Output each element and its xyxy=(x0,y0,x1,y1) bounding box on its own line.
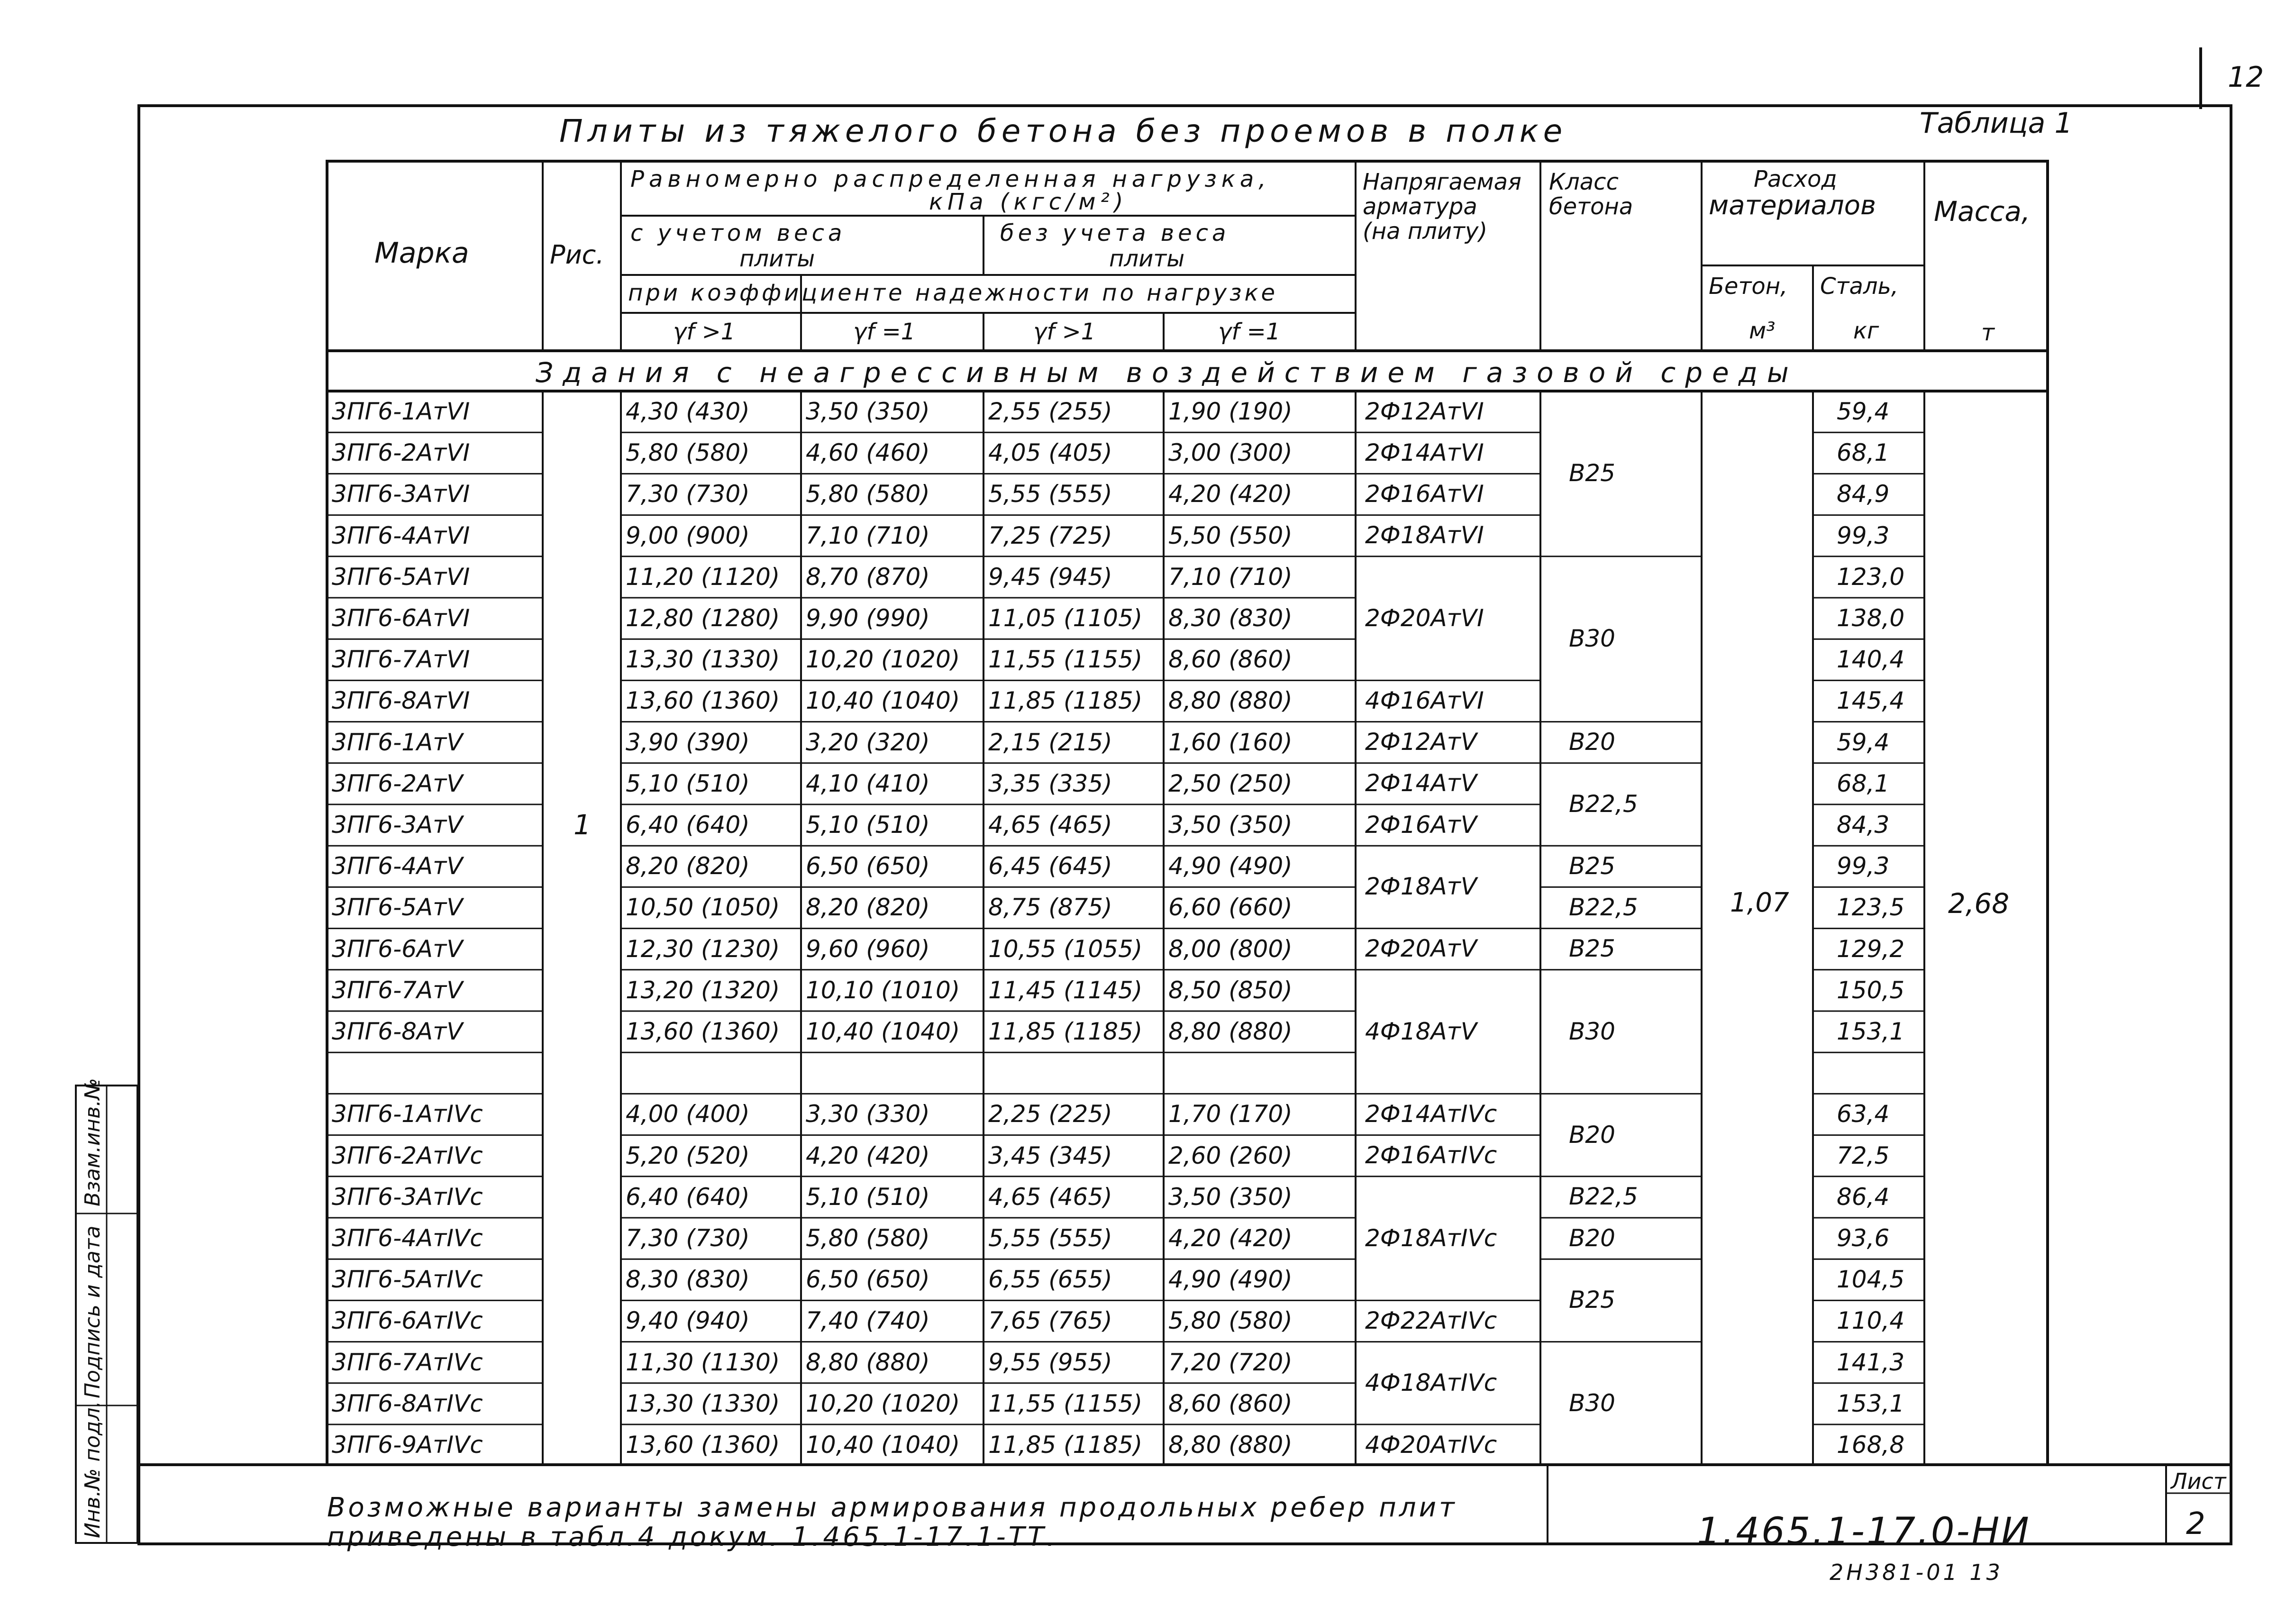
cell-l3: 3,35 (335) xyxy=(988,769,1112,797)
cell-l3: 3,45 (345) xyxy=(988,1141,1112,1169)
cell-steel: 63,4 xyxy=(1837,1100,1890,1128)
stamp-replaced-inv: Взам.инв.№ xyxy=(81,1078,105,1206)
cell-l4: 2,60 (260) xyxy=(1168,1141,1293,1169)
cell-steel: 123,0 xyxy=(1837,563,1905,591)
corner-page-number: 12 xyxy=(2228,61,2264,94)
cell-l1: 6,40 (640) xyxy=(626,1183,750,1211)
cell-l2: 3,20 (320) xyxy=(806,728,930,756)
cell-l4: 8,60 (860) xyxy=(1168,1389,1293,1417)
cell-l3: 7,65 (765) xyxy=(988,1307,1112,1335)
cell-l1: 6,40 (640) xyxy=(626,811,750,839)
cell-steel: 104,5 xyxy=(1837,1266,1905,1294)
cell-l1: 13,30 (1330) xyxy=(626,1389,780,1417)
rebar-cell: 2Ф14АтVI xyxy=(1365,438,1484,466)
cell-steel: 59,4 xyxy=(1837,398,1890,425)
header-class-2: бетона xyxy=(1549,193,1633,220)
cell-l1: 7,30 (730) xyxy=(626,1224,750,1252)
cell-steel: 59,4 xyxy=(1837,728,1890,756)
cell-l3: 11,85 (1185) xyxy=(988,1431,1143,1459)
cell-l3: 11,45 (1145) xyxy=(988,976,1143,1004)
cell-l2: 3,50 (350) xyxy=(806,398,930,425)
header-mass-unit: т xyxy=(1981,319,1994,346)
class-cell: В25 xyxy=(1569,852,1615,880)
cell-steel: 140,4 xyxy=(1837,646,1905,674)
cell-l4: 4,20 (420) xyxy=(1168,480,1293,508)
table-title: Плиты из тяжелого бетона без проемов в полке xyxy=(559,113,1567,149)
header-concrete-unit: м³ xyxy=(1749,318,1776,344)
cell-l4: 1,70 (170) xyxy=(1168,1100,1293,1128)
rebar-cell: 2Ф22АтIVс xyxy=(1365,1307,1497,1334)
cell-l4: 5,50 (550) xyxy=(1168,521,1293,549)
cell-l2: 10,40 (1040) xyxy=(806,687,960,715)
cell-l4: 2,50 (250) xyxy=(1168,769,1293,797)
cell-l3: 9,55 (955) xyxy=(988,1348,1112,1376)
cell-marka: 3ПГ6-5АтV xyxy=(332,894,463,921)
cell-marka: 3ПГ6-8АтIVс xyxy=(332,1389,483,1417)
cell-l2: 6,50 (650) xyxy=(806,852,930,880)
cell-steel: 72,5 xyxy=(1837,1141,1890,1169)
rebar-cell: 2Ф16АтVI xyxy=(1365,480,1484,508)
header-gamma-2: γf =1 xyxy=(853,319,916,345)
cell-steel: 84,9 xyxy=(1837,480,1890,508)
rebar-cell: 2Ф20АтV xyxy=(1365,935,1477,963)
header-load-title: Равномерно распределенная нагрузка, xyxy=(630,166,1271,192)
cell-steel: 123,5 xyxy=(1837,894,1905,921)
class-cell: В25 xyxy=(1569,1286,1615,1314)
header-with-weight-2: плиты xyxy=(739,246,815,272)
cell-marka: 3ПГ6-3АтV xyxy=(332,811,463,839)
cell-steel: 150,5 xyxy=(1837,976,1905,1004)
table-label: Таблица 1 xyxy=(1920,107,2073,140)
cell-marka: 3ПГ6-2АтV xyxy=(332,769,463,797)
cell-l3: 6,45 (645) xyxy=(988,852,1112,880)
rebar-cell: 4Ф18АтV xyxy=(1365,1017,1477,1045)
class-cell: В25 xyxy=(1569,459,1615,487)
cell-l2: 8,80 (880) xyxy=(806,1348,930,1376)
concrete-volume: 1,07 xyxy=(1730,887,1789,918)
cell-l2: 8,70 (870) xyxy=(806,563,930,591)
header-with-weight: с учетом веса xyxy=(630,220,846,246)
class-cell: В30 xyxy=(1569,1389,1615,1417)
footnote-line-2: приведены в табл.4 докум. 1.465.1-17.1-ТТ. xyxy=(327,1522,1058,1552)
rebar-cell: 2Ф12АтVI xyxy=(1365,397,1484,425)
cell-l1: 11,20 (1120) xyxy=(626,563,780,591)
header-gamma-1: γf >1 xyxy=(673,319,736,345)
header-gamma-4: γf =1 xyxy=(1218,319,1281,345)
cell-l3: 6,55 (655) xyxy=(988,1266,1112,1294)
cell-l2: 4,20 (420) xyxy=(806,1141,930,1169)
cell-marka: 3ПГ6-7АтV xyxy=(332,976,463,1004)
stamp-inv-original: Инв.№ подл. xyxy=(81,1401,105,1538)
cell-l1: 8,20 (820) xyxy=(626,852,750,880)
rebar-cell: 2Ф18АтVI xyxy=(1365,521,1484,549)
header-materials: Расход xyxy=(1754,166,1837,192)
cell-l2: 4,60 (460) xyxy=(806,439,930,467)
cell-l4: 8,50 (850) xyxy=(1168,976,1293,1004)
cell-marka: 3ПГ6-1АтVI xyxy=(332,398,470,425)
section-title: Здания с неагрессивным воздействием газовой среды xyxy=(536,356,1798,389)
cell-steel: 68,1 xyxy=(1837,439,1890,467)
cell-l4: 8,80 (880) xyxy=(1168,687,1293,715)
cell-l4: 3,50 (350) xyxy=(1168,811,1293,839)
cell-l3: 10,55 (1055) xyxy=(988,935,1143,963)
cell-marka: 3ПГ6-6АтIVс xyxy=(332,1307,483,1335)
header-marka: Марка xyxy=(374,237,469,270)
cell-l2: 3,30 (330) xyxy=(806,1100,930,1128)
cell-marka: 3ПГ6-4АтVI xyxy=(332,521,470,549)
cell-l4: 1,60 (160) xyxy=(1168,728,1293,756)
rebar-cell: 2Ф20АтVI xyxy=(1365,604,1484,632)
figure-number: 1 xyxy=(574,809,591,841)
class-cell: В22,5 xyxy=(1569,894,1638,921)
cell-steel: 99,3 xyxy=(1837,852,1890,880)
cell-l4: 4,90 (490) xyxy=(1168,1266,1293,1294)
header-without-weight-2: плиты xyxy=(1109,246,1185,272)
sheet-label: Лист xyxy=(2171,1469,2226,1494)
cell-l4: 8,60 (860) xyxy=(1168,646,1293,674)
cell-l1: 13,20 (1320) xyxy=(626,976,780,1004)
class-cell: В20 xyxy=(1569,728,1615,756)
cell-steel: 153,1 xyxy=(1837,1389,1905,1417)
header-steel: Сталь, xyxy=(1820,273,1899,300)
cell-l1: 4,00 (400) xyxy=(626,1100,750,1128)
cell-marka: 3ПГ6-4АтIVс xyxy=(332,1224,483,1252)
cell-l3: 11,55 (1155) xyxy=(988,646,1143,674)
rebar-cell: 4Ф16АтVI xyxy=(1365,687,1484,714)
header-coefficient: при коэффициенте надежности по нагрузке xyxy=(628,280,1278,306)
cell-steel: 153,1 xyxy=(1837,1018,1905,1045)
cell-marka: 3ПГ6-4АтV xyxy=(332,852,463,880)
cell-l1: 5,10 (510) xyxy=(626,769,750,797)
cell-marka: 3ПГ6-8АтV xyxy=(332,1018,463,1045)
cell-l1: 13,30 (1330) xyxy=(626,646,780,674)
cell-l3: 5,55 (555) xyxy=(988,1224,1112,1252)
cell-l4: 4,20 (420) xyxy=(1168,1224,1293,1252)
cell-l4: 8,00 (800) xyxy=(1168,935,1293,963)
cell-l2: 10,20 (1020) xyxy=(806,1389,960,1417)
cell-l2: 10,40 (1040) xyxy=(806,1431,960,1459)
cell-l3: 11,55 (1155) xyxy=(988,1389,1143,1417)
cell-steel: 129,2 xyxy=(1837,935,1905,963)
header-concrete: Бетон, xyxy=(1709,273,1788,300)
cell-l4: 4,90 (490) xyxy=(1168,852,1293,880)
cell-l3: 9,45 (945) xyxy=(988,563,1112,591)
cell-marka: 3ПГ6-5АтIVс xyxy=(332,1266,483,1294)
cell-steel: 138,0 xyxy=(1837,604,1905,632)
cell-l2: 9,60 (960) xyxy=(806,935,930,963)
cell-l1: 13,60 (1360) xyxy=(626,687,780,715)
rebar-cell: 2Ф16АтV xyxy=(1365,811,1477,839)
cell-l3: 2,15 (215) xyxy=(988,728,1112,756)
cell-l3: 4,05 (405) xyxy=(988,439,1112,467)
class-cell: В20 xyxy=(1569,1224,1615,1252)
cell-l1: 5,80 (580) xyxy=(626,439,750,467)
header-rebar-3: (на плиту) xyxy=(1363,218,1488,245)
cell-marka: 3ПГ6-8АтVI xyxy=(332,687,470,715)
cell-l4: 8,80 (880) xyxy=(1168,1431,1293,1459)
archive-number: 2Н381-01 13 xyxy=(1830,1560,2003,1585)
cell-l3: 11,05 (1105) xyxy=(988,604,1143,632)
cell-marka: 3ПГ6-2АтVI xyxy=(332,439,470,467)
cell-l1: 7,30 (730) xyxy=(626,480,750,508)
rebar-cell: 4Ф18АтIVс xyxy=(1365,1369,1497,1396)
cell-l3: 11,85 (1185) xyxy=(988,687,1143,715)
cell-l3: 11,85 (1185) xyxy=(988,1018,1143,1045)
rebar-cell: 2Ф14АтV xyxy=(1365,769,1477,797)
cell-l2: 9,90 (990) xyxy=(806,604,930,632)
header-steel-unit: кг xyxy=(1853,318,1879,344)
cell-steel: 145,4 xyxy=(1837,687,1905,715)
cell-l1: 3,90 (390) xyxy=(626,728,750,756)
cell-l3: 8,75 (875) xyxy=(988,894,1112,921)
cell-l1: 10,50 (1050) xyxy=(626,894,780,921)
cell-l4: 3,50 (350) xyxy=(1168,1183,1293,1211)
rebar-cell: 2Ф14АтIVс xyxy=(1365,1100,1497,1128)
cell-steel: 93,6 xyxy=(1837,1224,1890,1252)
cell-marka: 3ПГ6-7АтIVс xyxy=(332,1348,483,1376)
rebar-cell: 2Ф12АтV xyxy=(1365,728,1477,756)
cell-l2: 10,20 (1020) xyxy=(806,646,960,674)
cell-marka: 3ПГ6-1АтV xyxy=(332,728,463,756)
cell-l2: 5,80 (580) xyxy=(806,1224,930,1252)
class-cell: В22,5 xyxy=(1569,790,1638,818)
header-gamma-3: γf >1 xyxy=(1033,319,1096,345)
cell-l4: 8,30 (830) xyxy=(1168,604,1293,632)
cell-l2: 5,10 (510) xyxy=(806,811,930,839)
header-materials-2: материалов xyxy=(1709,190,1876,221)
cell-steel: 141,3 xyxy=(1837,1348,1905,1376)
cell-l4: 3,00 (300) xyxy=(1168,439,1293,467)
cell-marka: 3ПГ6-7АтVI xyxy=(332,646,470,674)
rebar-cell: 4Ф20АтIVс xyxy=(1365,1431,1497,1459)
class-cell: В25 xyxy=(1569,935,1615,963)
cell-steel: 68,1 xyxy=(1837,769,1890,797)
stamp-signature-date: Подпись и дата xyxy=(81,1225,105,1398)
cell-l2: 7,40 (740) xyxy=(806,1307,930,1335)
header-figure: Рис. xyxy=(550,240,604,270)
cell-l2: 7,10 (710) xyxy=(806,521,930,549)
cell-marka: 3ПГ6-3АтIVс xyxy=(332,1183,483,1211)
cell-l2: 5,80 (580) xyxy=(806,480,930,508)
cell-l1: 5,20 (520) xyxy=(626,1141,750,1169)
cell-l2: 5,10 (510) xyxy=(806,1183,930,1211)
class-cell: В22,5 xyxy=(1569,1183,1638,1211)
cell-l1: 8,30 (830) xyxy=(626,1266,750,1294)
cell-l3: 4,65 (465) xyxy=(988,1183,1112,1211)
cell-l2: 8,20 (820) xyxy=(806,894,930,921)
cell-l2: 4,10 (410) xyxy=(806,769,930,797)
cell-l3: 2,55 (255) xyxy=(988,398,1112,425)
cell-l1: 13,60 (1360) xyxy=(626,1431,780,1459)
sheet-number: 2 xyxy=(2186,1506,2205,1542)
cell-marka: 3ПГ6-5АтVI xyxy=(332,563,470,591)
rebar-cell: 2Ф16АтIVс xyxy=(1365,1141,1497,1169)
cell-l1: 9,40 (940) xyxy=(626,1307,750,1335)
cell-l1: 12,30 (1230) xyxy=(626,935,780,963)
header-rebar-2: арматура xyxy=(1363,193,1477,220)
cell-l2: 10,40 (1040) xyxy=(806,1018,960,1045)
cell-l4: 6,60 (660) xyxy=(1168,894,1293,921)
cell-l4: 7,10 (710) xyxy=(1168,563,1293,591)
cell-steel: 168,8 xyxy=(1837,1431,1905,1459)
header-without-weight: без учета веса xyxy=(1000,220,1230,246)
header-mass: Масса, xyxy=(1934,195,2031,228)
cell-l3: 2,25 (225) xyxy=(988,1100,1112,1128)
cell-l2: 10,10 (1010) xyxy=(806,976,960,1004)
class-cell: В30 xyxy=(1569,1017,1615,1045)
cell-marka: 3ПГ6-3АтVI xyxy=(332,480,470,508)
document-number: 1.465.1-17.0-НИ xyxy=(1697,1510,2031,1553)
cell-l3: 7,25 (725) xyxy=(988,521,1112,549)
cell-l1: 13,60 (1360) xyxy=(626,1018,780,1045)
header-rebar: Напрягаемая xyxy=(1363,169,1521,195)
cell-l1: 4,30 (430) xyxy=(626,398,750,425)
cell-l2: 6,50 (650) xyxy=(806,1266,930,1294)
footnote-line-1: Возможные варианты замены армирования продольных ребер плит xyxy=(327,1492,1457,1523)
cell-marka: 3ПГ6-9АтIVс xyxy=(332,1431,483,1459)
cell-marka: 3ПГ6-2АтIVс xyxy=(332,1141,483,1169)
cell-steel: 84,3 xyxy=(1837,811,1890,839)
cell-l4: 8,80 (880) xyxy=(1168,1018,1293,1045)
cell-l1: 9,00 (900) xyxy=(626,521,750,549)
mass-value: 2,68 xyxy=(1948,887,2010,920)
class-cell: В30 xyxy=(1569,625,1615,653)
rebar-cell: 2Ф18АтV xyxy=(1365,873,1477,901)
cell-steel: 86,4 xyxy=(1837,1183,1890,1211)
cell-l1: 12,80 (1280) xyxy=(626,604,780,632)
cell-l4: 7,20 (720) xyxy=(1168,1348,1293,1376)
cell-l3: 5,55 (555) xyxy=(988,480,1112,508)
cell-marka: 3ПГ6-6АтV xyxy=(332,935,463,963)
cell-l4: 5,80 (580) xyxy=(1168,1307,1293,1335)
cell-marka: 3ПГ6-6АтVI xyxy=(332,604,470,632)
rebar-cell: 2Ф18АтIVс xyxy=(1365,1224,1497,1252)
header-load-units: кПа (кгс/м²) xyxy=(929,189,1128,215)
class-cell: В20 xyxy=(1569,1121,1615,1149)
cell-l1: 11,30 (1130) xyxy=(626,1348,780,1376)
cell-l4: 1,90 (190) xyxy=(1168,398,1293,425)
cell-l3: 4,65 (465) xyxy=(988,811,1112,839)
header-class: Класс xyxy=(1549,169,1619,195)
cell-steel: 110,4 xyxy=(1837,1307,1905,1335)
cell-steel: 99,3 xyxy=(1837,521,1890,549)
cell-marka: 3ПГ6-1АтIVс xyxy=(332,1100,483,1128)
